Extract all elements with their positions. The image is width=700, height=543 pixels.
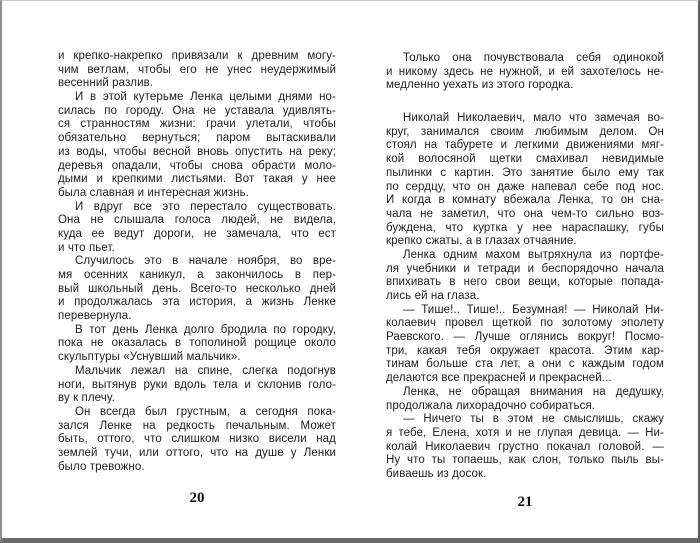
text-line: обязательно вернуться; паром вытаскивали — [58, 132, 336, 145]
text-line: было тревожно. — [58, 460, 145, 473]
text-line: ся странностям жизни: грачи улетали, чтобы — [58, 118, 336, 131]
text-line: Она не слышала голоса людей, не видела, — [58, 214, 336, 227]
text-line: Николай Николаевич, мало что замечая во- — [403, 112, 664, 125]
text-line: медленно уехать из этого городка. — [386, 79, 574, 92]
text-line: по сердцу, что он даже напевал себе под нос. — [386, 180, 664, 193]
text-line: ву к плечу. — [58, 392, 115, 405]
text-line: куда ее ведут дороги, не замечала, что ест — [58, 227, 336, 240]
text-line: была славная и интересная жизнь. — [58, 186, 250, 199]
text-line: я тебе, Елена, хотя и не глупая девица. — Ни- — [386, 426, 664, 439]
text-line: мя осенних каникул, а закончилось в пер- — [58, 269, 336, 281]
page-number-left: 20 — [189, 490, 205, 506]
page-number-right: 21 — [517, 494, 533, 510]
text-line: вый школьный день. Всего-то несколько дней — [58, 282, 336, 295]
text-line: И в этой кутерьме Ленка целыми днями но- — [75, 91, 336, 104]
text-line: — Тише!.. Тише!.. Безумная! — Николай Ни- — [403, 303, 664, 316]
page-left — [58, 50, 336, 474]
text-line: И когда в комнату вбежала Ленка, то он сна- — [386, 194, 664, 207]
page-right — [386, 52, 664, 482]
text-line: лись ей на глаза. — [386, 290, 480, 302]
text-line: тинам больше ста лет, а они с каждым годом — [386, 358, 664, 371]
text-line: Мальчик лежал на спине, слегка подогнув — [75, 364, 336, 377]
text-line: Он всегда был грустным, а сегодня пока- — [75, 405, 336, 418]
text-line: и никому здесь не нужной, и ей захотелось не- — [386, 65, 664, 78]
text-line: Случилось это в начале ноября, во вре- — [75, 255, 336, 268]
text-line: чим ветлам, чтобы его не унес неудержимый — [58, 63, 336, 76]
text-line: В тот день Ленка долго бродила по городку, — [75, 323, 336, 336]
text-line: зался Ленке на редкость печальным. Может — [58, 419, 336, 432]
text-line: круг, занимался своим любимым делом. Он — [386, 125, 664, 138]
text-line: землей тучи, или оттого, что на душе у Ленки — [58, 446, 336, 459]
text-line: и продолжалась эта история, а жизнь Ленке — [58, 296, 336, 309]
text-line: Ленка одним махом вытряхнула из портфе- — [403, 248, 664, 261]
text-line: и что пьет. — [58, 241, 115, 254]
text-line: силась по городу. Она не уставала удивлять- — [58, 104, 336, 117]
text-line: И вдруг все это перестало существовать. — [75, 200, 336, 213]
text-line: перевернула. — [58, 310, 132, 323]
text-line: из воды, чтобы весной вновь опустить на реку; — [58, 145, 336, 158]
text-line: Ну что ты топаешь, как слон, только пыль вы- — [386, 454, 664, 467]
text-line: Только она почувствовала себя одинокой — [403, 52, 664, 64]
text-line: биваешь из досок. — [386, 467, 487, 480]
text-line: Раевского. — Лучше оглянись вокруг! Посмо- — [386, 331, 664, 344]
text-line: кой волосяной щетки смахивал невидимые — [386, 153, 664, 166]
text-line: колай Николаевич грустно покачал головой. — — [386, 440, 664, 453]
text-line: скульптуры «Уснувший мальчик». — [58, 351, 241, 364]
text-line: Ленка, не обращая внимания на дедушку, — [403, 385, 664, 398]
text-line: делаются все прекрасней и прекрасней... — [386, 372, 612, 385]
text-line: продолжала лихорадочно собираться. — [386, 399, 596, 412]
text-line: деревья опадали, чтобы снова обрасти моло- — [58, 159, 336, 172]
text-line: колаевич провел щеткой по золотому эполету — [386, 317, 664, 330]
text-line: чала не заметил, что она чем-то сильно воз- — [386, 207, 664, 220]
text-line: быть, оттого, что слишком низко висели над — [58, 433, 336, 446]
text-line: ля учебники и тетради и беспорядочно начала — [386, 262, 664, 275]
text-line: пылинки с картин. Это занятие было ему так — [386, 166, 664, 179]
text-line: и крепко-накрепко привязали к древним могу- — [58, 50, 336, 62]
text-line: весенний разлив. — [58, 77, 154, 90]
text-line: пока не оказалась в тополиной рощице около — [58, 337, 336, 350]
text-line: дыми и крепкими листьями. Вот такая у нее — [58, 173, 336, 186]
text-line: — Ничего ты в этом не смыслишь, скажу — [403, 413, 664, 426]
text-line: впихивать в него свои вещи, которые попада- — [386, 276, 664, 289]
text-line: крепко сжаты, а в глазах отчаяние. — [386, 235, 577, 248]
text-line: ноги, вытянув руки вдоль тела и склонив голо- — [58, 378, 336, 391]
text-line: стоял на табурете и легкими движениями мяг- — [386, 139, 664, 152]
text-line: буждена, что куртка у нее нараспашку, губы — [386, 221, 664, 234]
text-line: три, какая тебя окружает красота. Этим кар- — [386, 344, 664, 357]
